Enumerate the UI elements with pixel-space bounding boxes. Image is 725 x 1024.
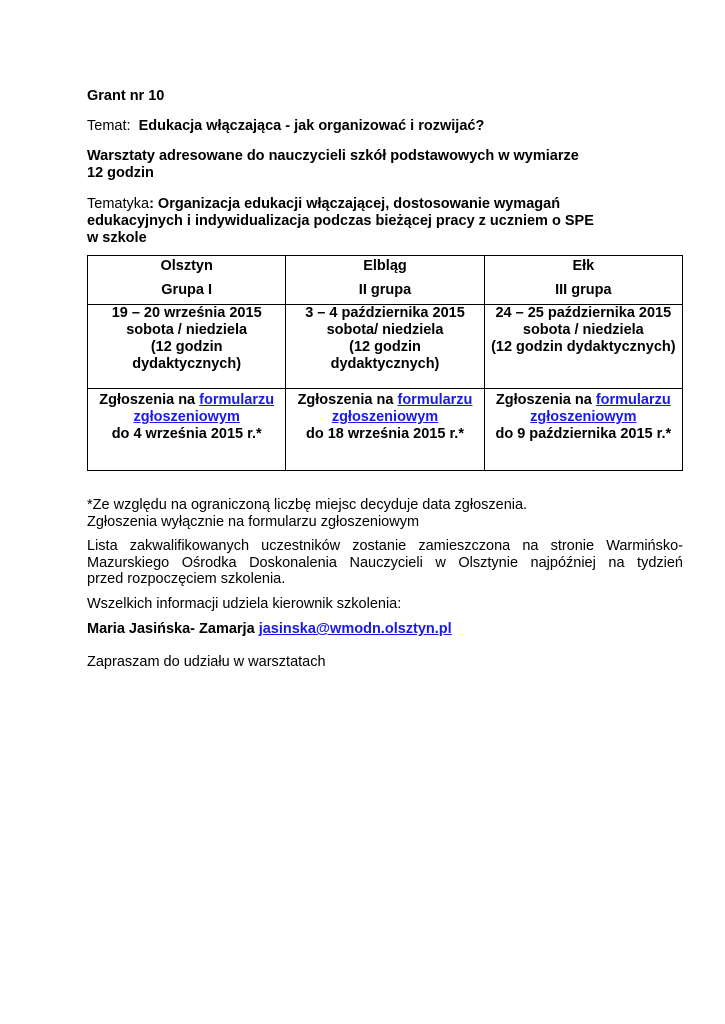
hours-label: (12 godzin dydaktycznych) (491, 339, 676, 355)
registration-deadline: do 18 września 2015 r.* (306, 426, 464, 442)
table-cell-city (484, 256, 682, 305)
workshop-description (87, 148, 683, 182)
table-cell-city (286, 256, 484, 305)
date-range: 24 – 25 października 2015 (495, 305, 672, 321)
table-cell-dates (88, 305, 286, 389)
date-range: 19 – 20 września 2015 (111, 305, 262, 321)
footnote: *Ze względu na ograniczoną liczbę miejsc decyduje data zgłoszenia. (87, 497, 528, 513)
city-olsztyn: Olsztyn (160, 258, 213, 274)
days-label: sobota / niedziela (126, 322, 248, 338)
registration-deadline: do 9 października 2015 r.* (495, 426, 672, 442)
registration-line (487, 392, 680, 409)
form-only-note: Zgłoszenia wyłącznie na formularzu zgłoszeniowym (87, 513, 420, 530)
workshop-line-2: 12 godzin (87, 165, 154, 181)
qualified-list-note (87, 538, 683, 588)
contact-line (87, 621, 683, 638)
topic-line (87, 118, 683, 135)
days-label: sobota / niedziela (522, 322, 644, 338)
form-link[interactable]: formularzu (595, 392, 671, 408)
registration-prefix: Zgłoszenia na (495, 392, 596, 408)
registration-line (90, 392, 283, 409)
subject-line-1 (87, 196, 683, 213)
form-link-cont[interactable]: zgłoszeniowym (133, 409, 240, 425)
form-link[interactable]: formularzu (397, 392, 473, 408)
email-link[interactable]: jasinska@wmodn.olsztyn.pl (258, 621, 452, 637)
grant-number: Grant nr 10 (87, 88, 165, 104)
list-line-2: Mazurskiego Ośrodka Doskonalenia Nauczycieli w Olsztynie najpóźniej na tydzień (87, 554, 683, 571)
group-label: II grupa (358, 282, 412, 298)
days-label: sobota/ niedziela (326, 322, 444, 338)
form-link-cont[interactable]: zgłoszeniowym (530, 409, 637, 425)
subject-label: Tematyka (87, 196, 150, 212)
table-registration-row (88, 389, 683, 471)
hours-label-cont: dydaktycznych) (330, 356, 440, 372)
subject-line-3: w szkole (87, 230, 147, 246)
city-elblag: Elbląg (363, 258, 407, 274)
registration-deadline: do 4 września 2015 r.* (111, 426, 262, 442)
table-cell-city (88, 256, 286, 305)
table-header-row (88, 256, 683, 305)
contact-name: Maria Jasińska- Zamarja (87, 621, 255, 637)
table-cell-dates (484, 305, 682, 389)
registration-prefix: Zgłoszenia na (297, 392, 398, 408)
list-line-3: przed rozpoczęciem szkolenia. (87, 571, 286, 587)
city-elk: Ełk (572, 258, 595, 274)
hours-label: (12 godzin (150, 339, 223, 355)
table-cell-registration (484, 389, 682, 471)
invitation: Zapraszam do udziału w warsztatach (87, 653, 326, 670)
table-cell-dates (286, 305, 484, 389)
group-label: Grupa I (161, 282, 213, 298)
date-range: 3 – 4 października 2015 (305, 305, 465, 321)
table-cell-registration (88, 389, 286, 471)
topic-label: Temat: (87, 118, 131, 134)
form-link-cont[interactable]: zgłoszeniowym (331, 409, 439, 425)
list-line-1: Lista zakwalifikowanych uczestników zostanie zamieszczona na stronie Warmińsko- (87, 538, 683, 554)
table-dates-row (88, 305, 683, 389)
hours-label: (12 godzin (349, 339, 421, 355)
document-page (87, 88, 683, 670)
notes-section (87, 497, 683, 670)
table-cell-registration (286, 389, 484, 471)
subject-line-2: edukacyjnych i indywidualizacja podczas bieżącej pracy z uczniem o SPE (87, 213, 594, 229)
registration-prefix: Zgłoszenia na (99, 392, 200, 408)
form-link[interactable]: formularzu (199, 392, 275, 408)
subject-value: : Organizacja edukacji włączającej, dostosowanie wymagań (149, 196, 561, 212)
workshop-line-1: Warsztaty adresowane do nauczycieli szkół podstawowych w wymiarze (87, 148, 579, 164)
topic-value: Edukacja włączająca - jak organizować i rozwijać? (138, 118, 485, 134)
group-label: III grupa (555, 282, 612, 298)
registration-line (288, 392, 481, 409)
subject-matter (87, 196, 683, 247)
info-note: Wszelkich informacji udziela kierownik szkolenia: (87, 595, 402, 612)
schedule-table (87, 255, 683, 471)
hours-label-cont: dydaktycznych) (132, 356, 242, 372)
